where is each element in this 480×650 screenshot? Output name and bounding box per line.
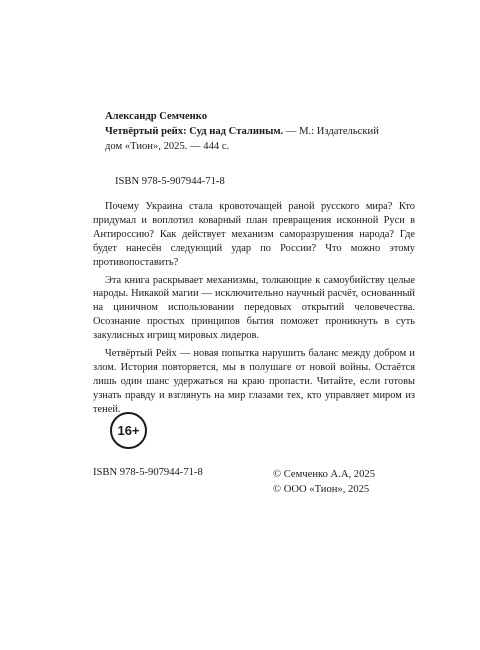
- copyright-publisher: © ООО «Тион», 2025: [273, 484, 370, 495]
- abstract-paragraph: Четвёртый Рейх — новая попытка нарушить баланс между добром и злом. История повторяется, мы в полушаге от новой войны. Остаётся лишь один шанс удержаться на краю пропасти. Читайте, если готовы узнать правду и взглянуть на мир глазами тех, кто управляет миром из теней.: [93, 348, 415, 415]
- isbn-top: ISBN 978-5-907944-71-8: [115, 176, 225, 187]
- publisher-info: дом «Тион», 2025. — 444 с.: [105, 141, 230, 152]
- copyright-block: [273, 467, 375, 497]
- copyright-author: © Семченко А.А, 2025: [273, 469, 375, 480]
- publisher-lead: — М.: Издательский: [283, 126, 379, 137]
- abstract: [93, 200, 415, 421]
- age-rating-badge: [110, 412, 147, 449]
- book-title: Четвёртый рейх: Суд над Сталиным.: [105, 126, 284, 137]
- age-rating-label: 16+: [117, 423, 140, 438]
- abstract-paragraph: Эта книга раскрывает механизмы, толкающие к самоубийству целые народы. Никакой магии — исключительно научный расчёт, основанный на циничном использовании передовых открытий человечества. Осознание простых принципов бытия поможет проникнуть в суть закулисных игрищ мировых лидеров.: [93, 274, 415, 342]
- author-name: Александр Семченко: [105, 111, 208, 122]
- bibliographic-record: [105, 109, 415, 154]
- title-line: [105, 124, 415, 139]
- isbn-bottom: ISBN 978-5-907944-71-8: [93, 467, 203, 478]
- abstract-paragraph: Почему Украина стала кровоточащей раной русского мира? Кто придумал и воплотил коварный план превращения исконной Руси в Антироссию? Как действует механизм саморазрушения народа? Где будет нанесён следующий удар по России? Что можно этому противопоставить?: [93, 201, 415, 268]
